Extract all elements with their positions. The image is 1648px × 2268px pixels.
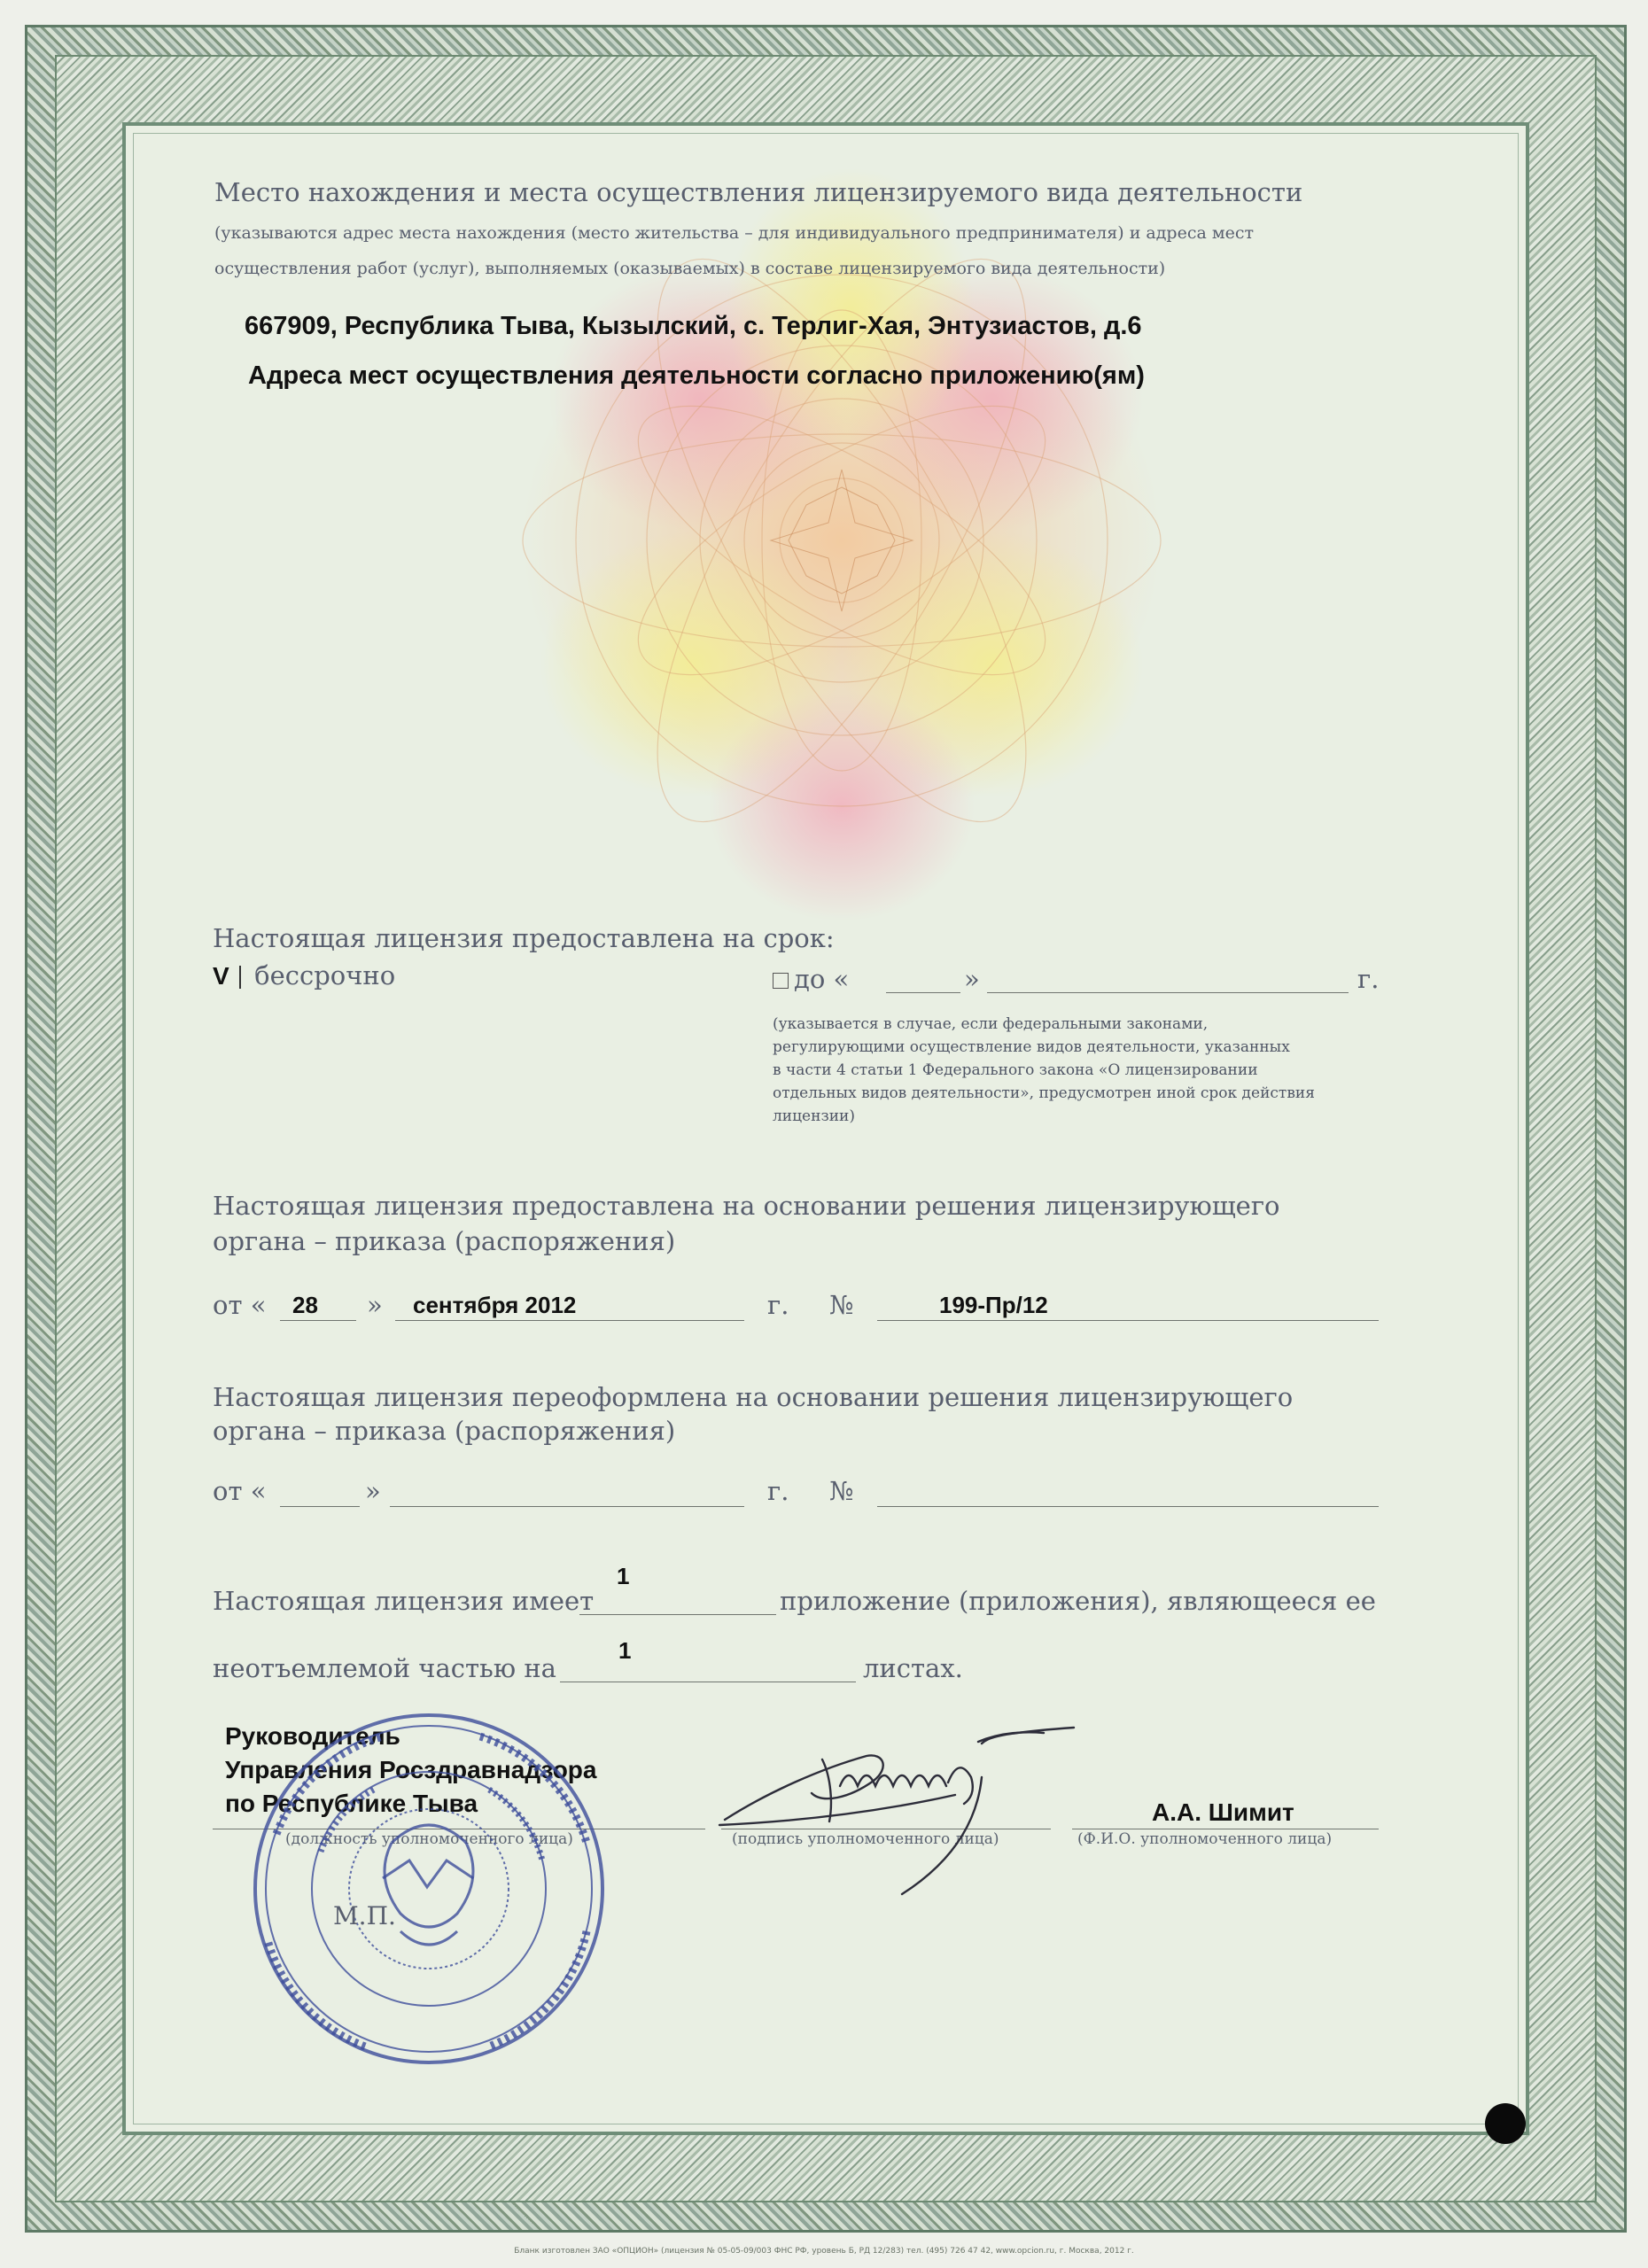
section-title: Место нахождения и места осуществления лицензируемого вида деятельности	[214, 177, 1303, 207]
term-until-option	[773, 964, 849, 994]
term-note-line: отдельных видов деятельности», предусмотрен иной срок действия	[773, 1084, 1315, 1102]
reissue-number-sign: №	[829, 1476, 854, 1506]
basis-line-2: органа – приказа (распоряжения)	[213, 1226, 676, 1256]
reissue-month-line	[390, 1506, 744, 1507]
until-year-suffix: г.	[1357, 964, 1380, 994]
handwritten-signature	[716, 1706, 1088, 1910]
appendix-count-line	[579, 1614, 776, 1615]
basis-number-sign: №	[829, 1290, 854, 1320]
reissue-from: от «	[213, 1476, 267, 1506]
basis-close-quote: »	[367, 1290, 383, 1320]
basis-number: 199-Пр/12	[939, 1292, 1048, 1318]
official-seal	[250, 1710, 608, 2068]
location-address: 667909, Республика Тыва, Кызылский, с. Терлиг-Хая, Энтузиастов, д.6	[245, 312, 1142, 340]
appendix-line-2-suffix: листах.	[863, 1653, 963, 1683]
appendix-sheets: 1	[618, 1637, 632, 1664]
term-unlimited-label: бессрочно	[254, 960, 396, 990]
until-day-line	[886, 992, 960, 993]
section-note-line-2: осуществления работ (услуг), выполняемых (оказываемых) в составе лицензируемого вида деятельности)	[214, 259, 1166, 278]
punch-hole	[1485, 2103, 1526, 2144]
signatory-position-line-3: по Республике Тыва	[225, 1790, 478, 1817]
basis-day-line	[280, 1320, 356, 1321]
basis-month-line	[395, 1320, 744, 1321]
caption-signature: (подпись уполномоченного лица)	[732, 1830, 999, 1848]
basis-line-1: Настоящая лицензия предоставлена на основании решения лицензирующего	[213, 1191, 1280, 1221]
reissue-line-1: Настоящая лицензия переоформлена на основании решения лицензирующего	[213, 1382, 1294, 1412]
basis-month-year: сентября 2012	[413, 1292, 577, 1318]
reissue-close-quote: »	[365, 1476, 381, 1506]
term-note-line: регулирующими осуществление видов деятельности, указанных	[773, 1038, 1290, 1056]
signatory-position-line-1: Руководитель	[225, 1722, 400, 1750]
appendix-line-2-prefix: неотъемлемой частью на	[213, 1653, 556, 1683]
caption-position: (должность уполномоченного лица)	[285, 1830, 573, 1848]
term-label: Настоящая лицензия предоставлена на срок:	[213, 923, 835, 953]
basis-year-suffix: г.	[767, 1290, 789, 1320]
signatory-name: А.А. Шимит	[1152, 1798, 1294, 1826]
term-note-line: в части 4 статьи 1 Федерального закона «О лицензировании	[773, 1061, 1258, 1079]
stamp-place: М.П.	[333, 1901, 396, 1930]
term-unlimited-option	[213, 960, 395, 990]
appendix-line-1-prefix: Настоящая лицензия имеет	[213, 1586, 595, 1616]
reissue-line-2: органа – приказа (распоряжения)	[213, 1416, 676, 1446]
security-rosette	[408, 133, 1276, 966]
appendix-count: 1	[617, 1563, 630, 1589]
until-quote-close: »	[964, 964, 980, 994]
checkbox-edge	[239, 966, 241, 989]
until-date-line	[987, 992, 1349, 993]
signatory-position-line-2: Управления Росздравнадзора	[225, 1756, 597, 1783]
reissue-day-line	[280, 1506, 360, 1507]
reissue-year-suffix: г.	[767, 1476, 789, 1506]
check-mark: V	[213, 962, 229, 990]
reissue-number-line	[877, 1506, 1379, 1507]
basis-day: 28	[292, 1292, 318, 1318]
appendix-line-1-suffix: приложение (приложения), являющееся ее	[780, 1586, 1376, 1616]
activity-places: Адреса мест осуществления деятельности согласно приложению(ям)	[248, 361, 1145, 390]
basis-number-line	[877, 1320, 1379, 1321]
term-note-line: (указывается в случае, если федеральными законами,	[773, 1015, 1209, 1033]
section-note-line-1: (указываются адрес места нахождения (место жительства – для индивидуального предпринимателя) и адреса мест	[214, 223, 1255, 243]
term-note-line: лицензии)	[773, 1107, 856, 1125]
until-prefix: до «	[794, 964, 850, 994]
until-checkbox	[773, 973, 789, 989]
basis-from: от «	[213, 1290, 267, 1320]
caption-name: (Ф.И.О. уполномоченного лица)	[1077, 1830, 1333, 1848]
printer-footer: Бланк изготовлен ЗАО «ОПЦИОН» (лицензия № 05-05-09/003 ФНС РФ, уровень Б, РД 12/283) тел. (495) 726 47 42, www.opcion.ru, г. Москва, 2012 г.	[514, 2247, 1134, 2256]
